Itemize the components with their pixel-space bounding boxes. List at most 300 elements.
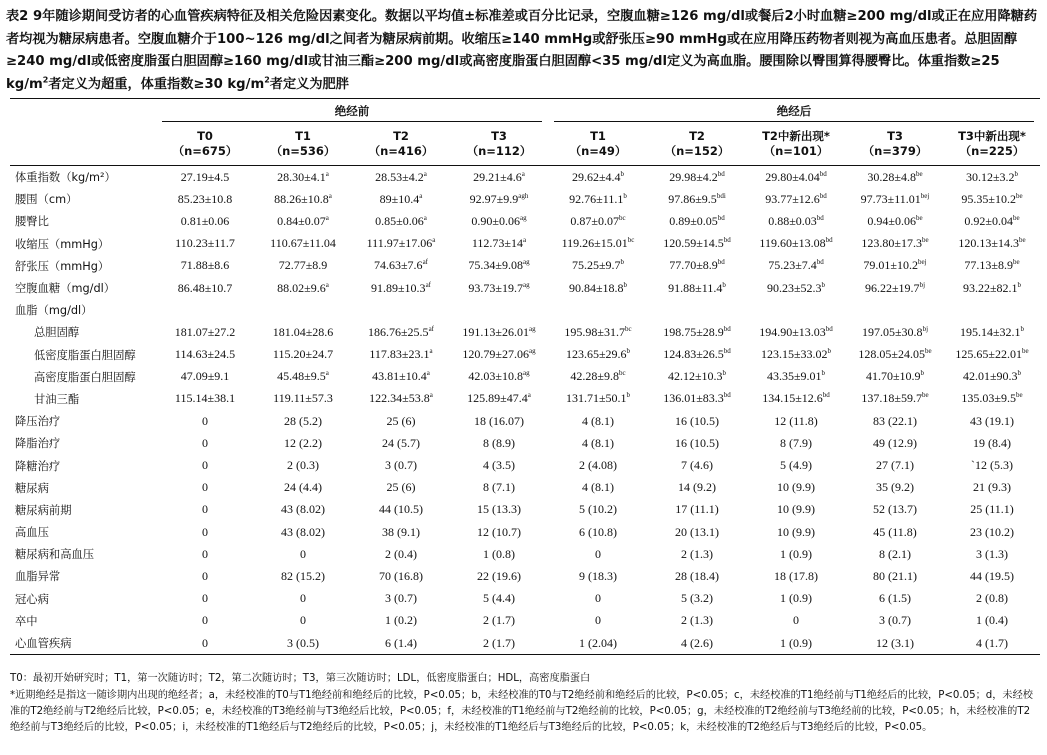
cell-superscript: bc <box>624 324 632 333</box>
table-cell <box>648 499 746 521</box>
cell-superscript: b <box>623 191 627 200</box>
cell-superscript: bj <box>922 324 929 333</box>
table-cell <box>352 299 450 321</box>
table-cell <box>352 499 450 521</box>
table-cell <box>846 277 944 299</box>
cell-superscript: b <box>821 280 826 289</box>
cell-value: 8 (8.9) <box>483 435 515 450</box>
table-cell <box>548 632 648 655</box>
cell-superscript: ag <box>522 280 530 289</box>
table-cell <box>746 521 846 543</box>
table-cell <box>352 388 450 410</box>
table-cell <box>352 632 450 655</box>
cell-superscript: b <box>722 280 726 289</box>
table-cell <box>450 188 548 210</box>
table-cell <box>944 454 1040 476</box>
table-cell <box>648 565 746 587</box>
cell-value: 110.67±11.04 <box>270 236 336 251</box>
cell-value: 29.80±4.04 <box>765 169 820 184</box>
table-cell <box>746 477 846 499</box>
cell-value: 6 (1.4) <box>385 635 417 650</box>
cell-value: 20 (13.1) <box>675 524 719 539</box>
column-name: T3 <box>887 129 903 143</box>
column-name: T1 <box>295 129 311 143</box>
table-cell <box>450 255 548 277</box>
column-n: （n=152） <box>664 144 730 158</box>
table-cell <box>450 299 548 321</box>
table-row <box>10 499 1040 521</box>
cell-value: 3 (0.7) <box>879 613 911 628</box>
row-label: 总胆固醇 <box>34 326 80 340</box>
corner-cell <box>10 99 156 123</box>
table-cell <box>548 321 648 343</box>
table-cell <box>254 299 352 321</box>
cell-value: 120.59±14.5 <box>663 236 724 251</box>
table-cell <box>156 344 254 366</box>
cell-value: 74.63±7.6 <box>373 258 423 273</box>
cell-value: 23 (10.2) <box>970 524 1014 539</box>
table-cell <box>450 588 548 610</box>
table-cell <box>352 277 450 299</box>
cell-value: 75.23±7.4 <box>768 258 817 273</box>
column-name: T2 <box>689 129 705 143</box>
cell-superscript: a <box>419 191 423 200</box>
cell-value: 96.22±19.7 <box>864 280 920 295</box>
table-cell <box>450 477 548 499</box>
cell-value: 4 (8.1) <box>582 480 614 495</box>
table-cell <box>156 277 254 299</box>
cell-superscript: bd <box>822 391 830 400</box>
table-cell <box>352 410 450 432</box>
cell-value: 44 (10.5) <box>379 502 423 517</box>
table-cell <box>944 477 1040 499</box>
cell-value: 1 (0.2) <box>385 613 417 628</box>
cell-value: 110.23±11.7 <box>175 236 235 251</box>
cell-value: 10 (9.9) <box>777 480 815 495</box>
table-cell <box>450 565 548 587</box>
row-label: 血脂异常 <box>15 570 61 584</box>
table-cell <box>648 255 746 277</box>
cell-value: 4 (1.7) <box>976 635 1008 650</box>
cell-superscript: bd <box>825 236 833 245</box>
table-cell <box>548 344 648 366</box>
cell-value: 114.63±24.5 <box>174 347 236 362</box>
table-cell <box>846 255 944 277</box>
cell-superscript: b <box>620 169 625 178</box>
column-n: （n=416） <box>368 144 434 158</box>
table-cell <box>352 366 450 388</box>
row-label: 糖尿病和高血压 <box>15 548 95 562</box>
table-cell <box>846 432 944 454</box>
row-label: 降糖治疗 <box>15 459 61 473</box>
cell-value: 0 <box>202 591 208 606</box>
table-cell <box>746 543 846 565</box>
table-cell <box>846 632 944 655</box>
table-row <box>10 366 1040 388</box>
table-cell <box>746 299 846 321</box>
table-cell <box>944 410 1040 432</box>
table-row <box>10 521 1040 543</box>
cell-value: 29.98±4.2 <box>669 169 718 184</box>
column-n: （n=112） <box>466 144 532 158</box>
cell-value: 18 (17.8) <box>774 568 818 583</box>
cell-value: 28 (5.2) <box>284 413 322 428</box>
row-label: 舒张压（mmHg） <box>15 259 110 273</box>
cell-value: 93.22±82.1 <box>962 280 1018 295</box>
cell-value: 3 (1.3) <box>976 546 1008 561</box>
cell-value: 85.23±10.8 <box>177 191 233 206</box>
table-row <box>10 454 1040 476</box>
cell-value: 16 (10.5) <box>675 413 719 428</box>
cell-value: 28.53±4.2 <box>375 169 424 184</box>
cell-value: 89±10.4 <box>379 191 420 206</box>
table-cell <box>352 233 450 255</box>
cell-value: 125.89±47.4 <box>467 391 528 406</box>
cell-value: 2 (0.4) <box>385 546 417 561</box>
cell-value: 0 <box>202 480 208 495</box>
table-cell <box>156 543 254 565</box>
table-cell <box>352 188 450 210</box>
cell-value: 88.02±9.6 <box>277 280 326 295</box>
cell-value: 115.20±24.7 <box>272 347 334 362</box>
table-cell <box>548 499 648 521</box>
table-cell <box>944 366 1040 388</box>
table-cell <box>156 632 254 655</box>
cell-value: 195.14±32.1 <box>959 324 1021 339</box>
footnote-significance: *近期绝经是指这一随诊期内出现的绝经者；a，未经校准的T0与T1绝经前和绝经后的比较，P<0.05；b，未经校准的T0与T2绝经前和绝经后的比较，P<0.05；c，未经校准的T1绝经前与T1绝经后的比较，P<0.05；d，未经校准的T2绝经前与T2绝经后比较，P<0.05；e，未经校准的T3绝经前与T3绝经后比较，P<0.05；f，未经校准的T1绝经前与T2绝经前的比较，P<0.05；g，未经校准的T2绝经前与T3绝经前的比较，P<0.05；h，未经校准的T2绝经前与T3绝经后的比较，P<0.05；i，未经校准的T1绝经后与T2绝经后的比较，P<0.05；j，未经校准的T1绝经后与T3绝经后的比较，P<0.05；k，未经校准的T2绝经后与T3绝经后的比较，P<0.05。 <box>10 690 1033 733</box>
cell-value: 24 (4.4) <box>284 480 322 495</box>
table-cell <box>746 632 846 655</box>
cell-value: 75.25±9.7 <box>571 258 621 273</box>
cell-value: 4 (2.6) <box>681 635 713 650</box>
table-cell <box>156 499 254 521</box>
cell-value: 25 (6) <box>386 480 416 495</box>
cell-superscript: bd <box>816 213 824 222</box>
table-cell <box>450 344 548 366</box>
cell-value: 0.84±0.07 <box>277 213 326 228</box>
table-cell <box>450 632 548 655</box>
cell-superscript: bd <box>723 324 731 333</box>
table-cell <box>846 410 944 432</box>
cell-value: 29.62±4.4 <box>571 169 621 184</box>
column-name: T0 <box>197 129 213 143</box>
table-cell <box>944 188 1040 210</box>
table-cell <box>944 543 1040 565</box>
cell-value: 137.18±59.7 <box>861 391 922 406</box>
cell-superscript: be <box>924 347 932 356</box>
table-cell <box>944 388 1040 410</box>
cell-value: 42.03±10.8 <box>468 369 523 384</box>
cell-value: 44 (19.5) <box>970 568 1014 583</box>
column-name: T1 <box>590 129 606 143</box>
cell-value: 22 (19.6) <box>477 568 521 583</box>
cell-value: 97.86±9.5 <box>668 191 717 206</box>
cell-value: 0 <box>202 435 208 450</box>
table-cell <box>944 210 1040 232</box>
table-cell <box>254 410 352 432</box>
cell-superscript: be <box>1021 347 1029 356</box>
cell-superscript: bej <box>920 191 930 200</box>
cell-value: 194.90±13.03 <box>759 324 826 339</box>
group-header-premenopause: 绝经前 <box>156 99 548 123</box>
column-header <box>746 123 846 166</box>
cell-value: 0 <box>202 524 208 539</box>
table-cell <box>352 210 450 232</box>
column-name: T2中新出现* <box>762 129 830 143</box>
cell-value: 93.77±12.6 <box>765 191 820 206</box>
cell-value: 117.83±23.1 <box>369 347 430 362</box>
cell-value: 2 (4.08) <box>579 458 617 473</box>
table-cell <box>746 255 846 277</box>
table-cell <box>254 565 352 587</box>
cell-value: 49 (12.9) <box>873 435 917 450</box>
cell-value: 90.23±52.3 <box>766 280 822 295</box>
cell-superscript: a <box>423 213 427 222</box>
cell-value: 43.35±9.01 <box>766 369 822 384</box>
cell-value: 0 <box>300 546 306 561</box>
table-cell <box>254 477 352 499</box>
table-row <box>10 543 1040 565</box>
cell-value: 8 (7.9) <box>780 435 812 450</box>
table-cell <box>450 233 548 255</box>
cell-value: 136.01±83.3 <box>663 391 724 406</box>
cell-superscript: be <box>1015 391 1023 400</box>
cell-superscript: be <box>1012 258 1020 267</box>
cell-value: 82 (15.2) <box>281 568 325 583</box>
table-cell <box>648 388 746 410</box>
table-cell <box>156 255 254 277</box>
table-cell <box>156 299 254 321</box>
cell-value: 12 (10.7) <box>477 524 521 539</box>
cell-value: `12 (5.3) <box>971 458 1013 473</box>
cell-superscript: b <box>722 369 727 378</box>
cell-superscript: a <box>432 236 436 245</box>
table-cell <box>352 610 450 632</box>
cell-value: 38 (9.1) <box>382 524 420 539</box>
cell-value: 120.13±14.3 <box>958 236 1019 251</box>
table-cell <box>352 588 450 610</box>
cell-value: 79.01±10.2 <box>863 258 919 273</box>
cell-value: 80 (21.1) <box>873 568 917 583</box>
table-cell <box>648 588 746 610</box>
cell-value: 0 <box>202 613 208 628</box>
table-cell <box>352 321 450 343</box>
cell-value: 0 <box>595 546 601 561</box>
cell-value: 77.70±8.9 <box>669 258 718 273</box>
cell-value: 8 (7.1) <box>483 480 515 495</box>
cell-value: 72.77±8.9 <box>278 258 328 273</box>
cell-value: 9 (18.3) <box>579 568 617 583</box>
cell-value: 181.07±27.2 <box>174 324 236 339</box>
cell-superscript: a <box>328 191 332 200</box>
table-row <box>10 388 1040 410</box>
cell-value: 197.05±30.8 <box>861 324 923 339</box>
cell-superscript: bc <box>618 369 626 378</box>
table-cell <box>254 610 352 632</box>
table-cell <box>352 543 450 565</box>
cell-value: 35 (9.2) <box>876 480 914 495</box>
table-cell <box>846 521 944 543</box>
cell-superscript: af <box>428 324 435 333</box>
cell-value: 0 <box>202 546 208 561</box>
table-cell <box>352 454 450 476</box>
column-header <box>156 123 254 166</box>
cell-value: 123.15±33.02 <box>760 347 828 362</box>
column-header <box>450 123 548 166</box>
cell-value: 97.73±11.01 <box>860 191 921 206</box>
cell-value: 2 (1.3) <box>681 546 713 561</box>
cell-superscript: be <box>921 391 929 400</box>
table-cell <box>254 321 352 343</box>
table-cell <box>254 521 352 543</box>
cell-superscript: be <box>1015 191 1023 200</box>
table-cell <box>846 565 944 587</box>
cell-value: 12 (11.8) <box>774 413 818 428</box>
column-name: T3 <box>491 129 507 143</box>
table-cell <box>450 454 548 476</box>
cell-superscript: b <box>920 369 925 378</box>
table-cell <box>944 632 1040 655</box>
table-cell <box>548 454 648 476</box>
table-cell <box>944 321 1040 343</box>
table-cell <box>548 432 648 454</box>
table-row <box>10 432 1040 454</box>
table-cell <box>548 610 648 632</box>
table-cell <box>944 299 1040 321</box>
cell-value: 10 (9.9) <box>777 524 815 539</box>
table-cell <box>746 565 846 587</box>
table-cell <box>944 344 1040 366</box>
table-cell <box>548 277 648 299</box>
table-row <box>10 321 1040 343</box>
cell-value: 28.30±4.1 <box>277 169 326 184</box>
cell-value: 5 (10.2) <box>579 502 617 517</box>
cell-value: 0.88±0.03 <box>768 213 817 228</box>
table-row <box>10 299 1040 321</box>
table-row <box>10 188 1040 210</box>
cell-value: 75.34±9.08 <box>468 258 523 273</box>
cell-value: 0 <box>793 613 799 628</box>
table-cell <box>156 454 254 476</box>
table-cell <box>156 588 254 610</box>
column-n: （n=225） <box>959 144 1025 158</box>
table-cell <box>254 210 352 232</box>
cell-value: 12 (2.2) <box>284 435 322 450</box>
cell-superscript: a <box>429 391 433 400</box>
cell-superscript: b <box>620 258 625 267</box>
cell-value: 43 (19.1) <box>970 413 1014 428</box>
cell-value: 27.19±4.5 <box>180 169 230 184</box>
cell-value: 10 (9.9) <box>777 502 815 517</box>
table-cell <box>746 210 846 232</box>
row-label: 腰臀比 <box>15 215 49 229</box>
table-cell <box>648 454 746 476</box>
table-cell <box>450 321 548 343</box>
table-cell <box>746 366 846 388</box>
cell-value: 12 (3.1) <box>876 635 914 650</box>
cell-value: 95.35±10.2 <box>961 191 1016 206</box>
table-cell <box>648 543 746 565</box>
cell-value: 0.85±0.06 <box>375 213 424 228</box>
row-label: 降压治疗 <box>15 415 61 429</box>
table-cell <box>648 277 746 299</box>
column-n: （n=536） <box>270 144 336 158</box>
cell-value: 131.71±50.1 <box>565 391 627 406</box>
cell-value: 0.90±0.06 <box>471 213 520 228</box>
table-cell <box>846 210 944 232</box>
table-cell <box>944 233 1040 255</box>
table-cell <box>548 388 648 410</box>
cell-value: 1 (0.4) <box>976 613 1008 628</box>
table-cell <box>548 299 648 321</box>
table-row <box>10 565 1040 587</box>
cell-superscript: agh <box>518 191 529 200</box>
table-cell <box>352 565 450 587</box>
cell-value: 18 (16.07) <box>474 413 524 428</box>
table-cell <box>648 410 746 432</box>
table-cell <box>548 210 648 232</box>
cell-superscript: b <box>623 280 628 289</box>
table-cell <box>548 477 648 499</box>
cell-value: 6 (1.5) <box>879 591 911 606</box>
column-n: （n=675） <box>172 144 238 158</box>
cell-superscript: ag <box>528 347 536 356</box>
table-cell <box>156 166 254 189</box>
cell-value: 3 (0.7) <box>385 458 417 473</box>
cell-superscript: bd <box>723 347 731 356</box>
cell-value: 2 (0.8) <box>976 591 1008 606</box>
cell-superscript: bdi <box>716 191 726 200</box>
row-label: 糖尿病 <box>15 481 49 495</box>
column-n: （n=49） <box>569 144 627 158</box>
cell-value: 0 <box>202 413 208 428</box>
table-cell <box>648 477 746 499</box>
table-cell <box>254 255 352 277</box>
cell-value: 111.97±17.06 <box>366 236 433 251</box>
cell-value: 77.13±8.9 <box>964 258 1013 273</box>
cell-value: 47.09±9.1 <box>180 369 230 384</box>
table-cell <box>648 166 746 189</box>
cell-value: 4 (8.1) <box>582 413 614 428</box>
cell-value: 45 (11.8) <box>873 524 917 539</box>
table-caption <box>6 6 1040 96</box>
table-cell <box>254 543 352 565</box>
cell-value: 14 (9.2) <box>678 480 716 495</box>
cell-superscript: b <box>1014 169 1019 178</box>
cell-value: 3 (0.7) <box>385 591 417 606</box>
table-cell <box>846 388 944 410</box>
cell-superscript: a <box>325 280 329 289</box>
table-cell <box>746 321 846 343</box>
group-header-postmenopause: 绝经后 <box>548 99 1040 123</box>
table-cell <box>548 588 648 610</box>
table-cell <box>846 610 944 632</box>
table-cell <box>944 610 1040 632</box>
cell-superscript: a <box>325 169 329 178</box>
table-cell <box>746 166 846 189</box>
table-cell <box>156 432 254 454</box>
table-cell <box>254 166 352 189</box>
cell-superscript: be <box>915 169 923 178</box>
cell-value: 42.28±9.8 <box>570 369 619 384</box>
table-cell <box>746 410 846 432</box>
table-row <box>10 255 1040 277</box>
cell-value: 6 (10.8) <box>579 524 617 539</box>
table-cell <box>746 610 846 632</box>
table-cell <box>648 188 746 210</box>
cell-value: 0 <box>202 502 208 517</box>
cell-superscript: be <box>1018 236 1026 245</box>
